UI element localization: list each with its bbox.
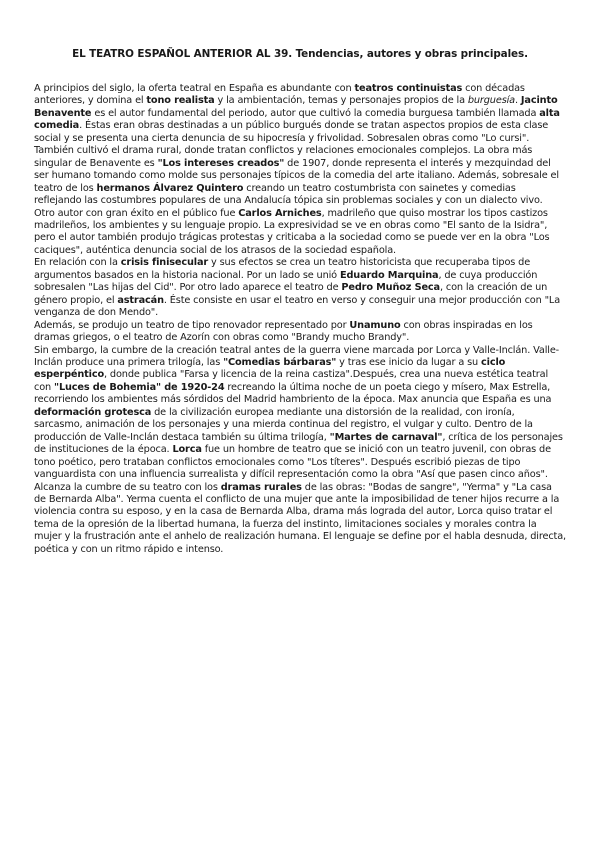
bold-term: "Los intereses creados" (157, 157, 285, 169)
bold-term: Carlos Arniches (238, 207, 322, 219)
bold-term: hermanos Álvarez Quintero (96, 182, 244, 194)
bold-term: "Comedias bárbaras" (223, 356, 337, 368)
bold-term: crisis finisecular (120, 257, 209, 269)
bold-term: ciclo esperpéntico (34, 356, 506, 381)
paragraph-1: A principios del siglo, la oferta teatral en España es abundante con teatros continuistas con décadas anteriores, y domina el tono realista y la ambientación, temas y personajes propios de la burguesía. Jacinto Benavente es el autor fundamental del periodo, autor que cultivó la comedia burguesa también llamada alta comedia. Éstas eran obras destinadas a un público burgués donde se tratan aspectos propios de esta clase social y se presenta una cierta denuncia de su hipocresía y frivolidad. Sobresalen obras como "Lo cursi". (34, 83, 560, 144)
paragraph-2: También cultivó el drama rural, donde tratan conflictos y relaciones emocionales complejos. La obra más singular de Benavente es "Los intereses creados" de 1907, donde representa el interés y mezquindad del ser humano tomando como molde sus personajes típicos de la comedia del arte italiano. Además, sobresale el teatro de los hermanos Álvarez Quintero creando un teatro costumbrista con sainetes y comedias reflejando las costumbres populares de una Andalucía tópica sin problemas sociales y con un dialecto vivo. Otro autor con gran éxito en el público fue Carlos Arniches, madrileño que quiso mostrar los tipos castizos madrileños, los ambientes y su lenguaje propio. La expresividad se ve en obras como "El santo de la Isidra", pero el autor también produjo trágicas protestas y criticaba a la sociedad como se puede ver en la obra "Los caciques", auténtica denuncia social de los atrasos de la sociedad española. (34, 145, 559, 256)
document-body (34, 83, 566, 556)
bold-term: tono realista (146, 95, 215, 107)
bold-term: teatros continuistas (354, 83, 463, 94)
bold-term: "Martes de carnaval" (329, 431, 443, 443)
italic-term: burguesía (467, 95, 516, 107)
bold-term: alta comedia (34, 107, 560, 132)
bold-term: Jacinto Benavente (34, 95, 558, 119)
bold-term: Pedro Muñoz Seca (341, 282, 440, 294)
paragraph-4: Además, se produjo un teatro de tipo renovador representado por Unamuno con obras inspiradas en los dramas griegos, o el teatro de Azorín con obras como "Brandy mucho Brandy". (34, 319, 533, 344)
paragraph-5: Sin embargo, la cumbre de la creación teatral antes de la guerra viene marcada por Lorca y Valle-Inclán. Valle-Inclán produce una primera trilogía, las "Comedias bárbaras" y tras ese inicio da lugar a su ciclo esperpéntico, donde publica "Farsa y licencia de la reina castiza".Después, crea una nueva estética teatral con "Luces de Bohemia" de 1920-24 recreando la última noche de un poeta ciego y mísero, Max Estrella, recorriendo los ambientes más sórdidos del Madrid hambriento de la época. Max anuncia que España es una deformación grotesca de la civilización europea mediante una distorsión de la realidad, con ironía, sarcasmo, animación de los personajes y una mierda continua del registro, el vulgar y culto. Dentro de la producción de Valle-Inclán destaca también su última trilogía, "Martes de carnaval", crítica de los personajes de instituciones de la época. Lorca fue un hombre de teatro que se inició con un teatro juvenil, con obras de tono poético, pero trataban conflictos emocionales como "Los títeres". Después escribió piezas de tipo vanguardista con una influencia surrealista y difícil representación como la obra "Así que pasen cinco años". Alcanza la cumbre de su teatro con los dramas rurales de las obras: "Bodas de sangre", "Yerma" y "La casa de Bernarda Alba". Yerma cuenta el conflicto de una mujer que ante la imposibilidad de tener hijos recurre a la violencia contra su esposo, y en la casa de Bernarda Alba, drama más lograda del autor, Lorca quiso tratar el tema de la opresión de la libertad humana, la fuerza del instinto, limitaciones sociales y morales contra la mujer y la frustración ante el anhelo de realización humana. El lenguaje se define por el habla desnuda, directa, poética y con un ritmo rápido e intenso. (34, 344, 566, 555)
bold-term: "Luces de Bohemia" de 1920-24 (54, 381, 225, 393)
bold-term: astracán (117, 294, 164, 306)
bold-term: deformación grotesca (34, 406, 152, 418)
bold-term: dramas rurales (220, 481, 302, 493)
bold-term: Lorca (172, 444, 202, 456)
paragraph-3: En relación con la crisis finisecular y sus efectos se crea un teatro historicista que recuperaba tipos de argumentos basados en la historia nacional. Por un lado se unió Eduardo Marquina, de cuya producción sobresalen "Las hijas del Cid". Por otro lado aparece el teatro de Pedro Muñoz Seca, con la creación de un género propio, el astracán. Éste consiste en usar el teatro en verso y conseguir una mejor producción con "La venganza de don Mendo". (34, 257, 561, 319)
bold-term: Eduardo Marquina (339, 269, 439, 281)
document-title: EL TEATRO ESPAÑOL ANTERIOR AL 39. Tendencias, autores y obras principales. (72, 48, 528, 60)
bold-term: Unamuno (349, 319, 401, 331)
